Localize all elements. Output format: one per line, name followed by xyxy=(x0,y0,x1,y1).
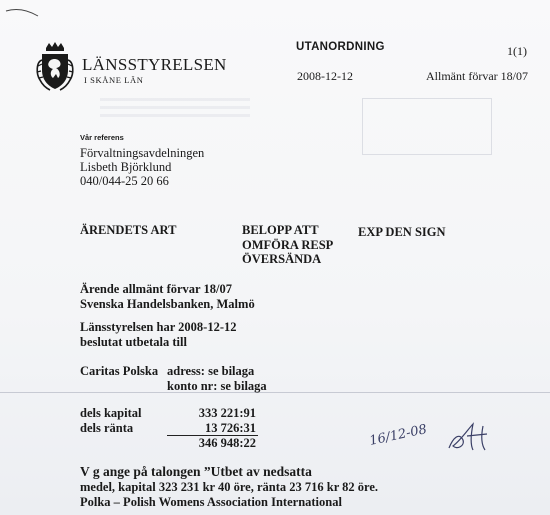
column-header-art: ÄRENDETS ART xyxy=(80,223,177,237)
belopp-line-3: ÖVERSÄNDA xyxy=(242,252,322,266)
document-type: UTANORDNING xyxy=(296,41,385,53)
belopp-line-2: OMFÖRA RESP xyxy=(242,237,334,252)
instruction-line-3: Polka – Polish Womens Association International xyxy=(80,494,342,509)
amount-label-capital: dels kapital xyxy=(80,406,142,420)
payee-name: Caritas Polska xyxy=(80,364,159,378)
handwritten-signature xyxy=(365,418,505,462)
instruction-line-2: medel, kapital 323 231 kr 40 öre, ränta 23 716 kr 82 öre. xyxy=(80,479,379,494)
decision-line-2: beslutat utbetala till xyxy=(80,335,187,349)
pen-stroke-mark xyxy=(2,2,42,22)
reference-phone: 040/044-25 20 66 xyxy=(80,174,169,188)
reference-block xyxy=(80,146,204,188)
case-line-1: Ärende allmänt förvar 18/07 xyxy=(80,282,232,296)
column-header-exp: EXP DEN SIGN xyxy=(358,225,446,239)
decision-line-1: Länsstyrelsen har 2008-12-12 xyxy=(80,320,237,334)
amount-value-capital: 333 221:91 xyxy=(198,406,256,420)
signature-initials xyxy=(443,420,503,456)
case-description xyxy=(80,282,255,312)
reference-department: Förvaltningsavdelningen xyxy=(80,146,205,160)
column-header-belopp xyxy=(242,223,333,267)
org-subtitle: I SKÅNE LÄN xyxy=(84,75,144,85)
reference-label: Vår referens xyxy=(80,133,124,142)
instruction-line-1: V g ange på talongen ”Utbet av nedsatta xyxy=(80,464,312,479)
document-date: 2008-12-12 xyxy=(297,69,353,83)
payee-address xyxy=(167,364,267,394)
account-line: konto nr: se bilaga xyxy=(167,379,267,393)
belopp-line-1: BELOPP ATT xyxy=(242,223,319,237)
paper-fold-line xyxy=(0,392,550,393)
org-name: LÄNSSTYRELSEN xyxy=(82,55,227,74)
amount-total: 346 948:22 xyxy=(198,436,256,450)
case-line-2: Svenska Handelsbanken, Malmö xyxy=(80,297,255,311)
archive-reference: Allmänt förvar 18/07 xyxy=(426,69,528,83)
coat-of-arms-logo xyxy=(34,40,76,94)
bleed-through-text xyxy=(100,98,250,120)
payment-instructions xyxy=(80,465,378,509)
page-number: 1(1) xyxy=(507,44,527,58)
signature-date: 16/12-08 xyxy=(368,422,429,449)
address-line: adress: se bilaga xyxy=(167,364,255,378)
amount-value-interest: 13 726:31 xyxy=(204,421,256,435)
decision-statement xyxy=(80,320,237,350)
reference-person: Lisbeth Björklund xyxy=(80,160,172,174)
bleed-through-stamp xyxy=(362,98,492,155)
amount-label-interest: dels ränta xyxy=(80,421,134,435)
